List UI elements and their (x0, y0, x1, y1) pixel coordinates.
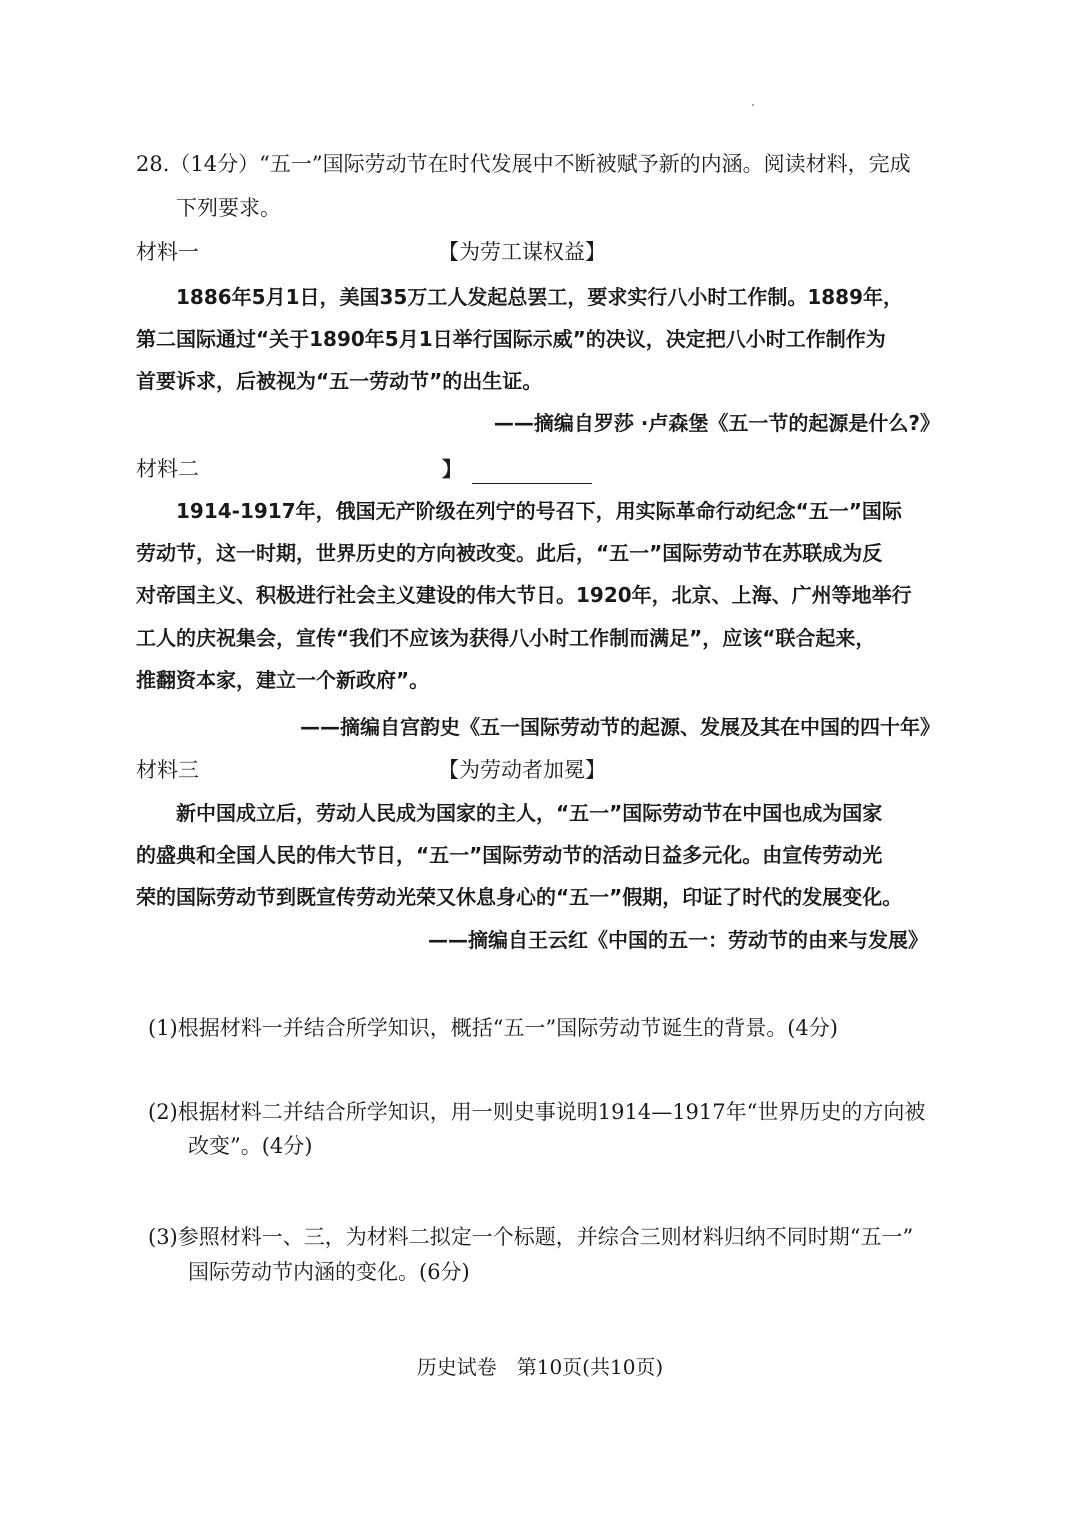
material1-source: ——摘编自罗莎 ·卢森堡《五一节的起源是什么?》 (493, 411, 940, 435)
material2-source: ——摘编自宫韵史《五一国际劳动节的起源、发展及其在中国的四十年》 (300, 715, 940, 739)
material2-line1: 1914-1917年，俄国无产阶级在列宁的号召下，用实际革命行动纪念“五一”国际 (176, 499, 902, 523)
subquestion-1: (1)根据材料一并结合所学知识，概括“五一”国际劳动节诞生的背景。(4分) (148, 1016, 838, 1040)
material1-line1: 1886年5月1日，美国35万工人发起总罢工，要求实行八小时工作制。1889年， (176, 285, 903, 309)
material2-title-bracket: 】 (442, 457, 462, 481)
material3-label: 材料三 (136, 758, 199, 782)
material2-title-blank (472, 461, 592, 484)
material1-line3: 首要诉求，后被视为“五一劳动节”的出生证。 (136, 369, 543, 393)
material2-line2: 劳动节，这一时期，世界历史的方向被改变。此后，“五一”国际劳动节在苏联成为反 (136, 541, 883, 565)
subquestion-2-line2: 改变”。(4分) (188, 1134, 313, 1158)
question-stem-line1: 28.（14分）“五一”国际劳动节在时代发展中不断被赋予新的内涵。阅读材料，完成 (136, 152, 911, 176)
material1-title: 【为劳工谋权益】 (438, 240, 606, 264)
material2-label: 材料二 (136, 457, 199, 481)
scan-speck (752, 104, 754, 106)
material3-line1: 新中国成立后，劳动人民成为国家的主人，“五一”国际劳动节在中国也成为国家 (176, 801, 883, 825)
question-stem-line2: 下列要求。 (176, 196, 281, 220)
material3-line2: 的盛典和全国人民的伟大节日，“五一”国际劳动节的活动日益多元化。由宣传劳动光 (136, 843, 883, 867)
material2-title-area (442, 454, 592, 484)
material1-label: 材料一 (136, 240, 199, 264)
material1-line2: 第二国际通过“关于1890年5月1日举行国际示威”的决议，决定把八小时工作制作为 (136, 327, 886, 351)
material2-line5: 推翻资本家，建立一个新政府”。 (136, 668, 430, 692)
material3-title: 【为劳动者加冕】 (438, 758, 606, 782)
subquestion-3-line2: 国际劳动节内涵的变化。(6分) (188, 1260, 470, 1284)
material2-line4: 工人的庆祝集会，宣传“我们不应该为获得八小时工作制而满足”，应该“联合起来， (136, 626, 876, 650)
subquestion-2-line1: (2)根据材料二并结合所学知识，用一则史事说明1914—1917年“世界历史的方向被 (148, 1100, 926, 1124)
material2-line3: 对帝国主义、积极进行社会主义建设的伟大节日。1920年，北京、上海、广州等地举行 (136, 583, 912, 607)
subquestion-3-line1: (3)参照材料一、三，为材料二拟定一个标题，并综合三则材料归纳不同时期“五一” (148, 1225, 914, 1249)
material3-line3: 荣的国际劳动节到既宣传劳动光荣又休息身心的“五一”假期，印证了时代的发展变化。 (136, 885, 903, 909)
material3-source: ——摘编自王云红《中国的五一：劳动节的由来与发展》 (428, 928, 928, 952)
page-footer: 历史试卷 第10页(共10页) (416, 1355, 664, 1379)
